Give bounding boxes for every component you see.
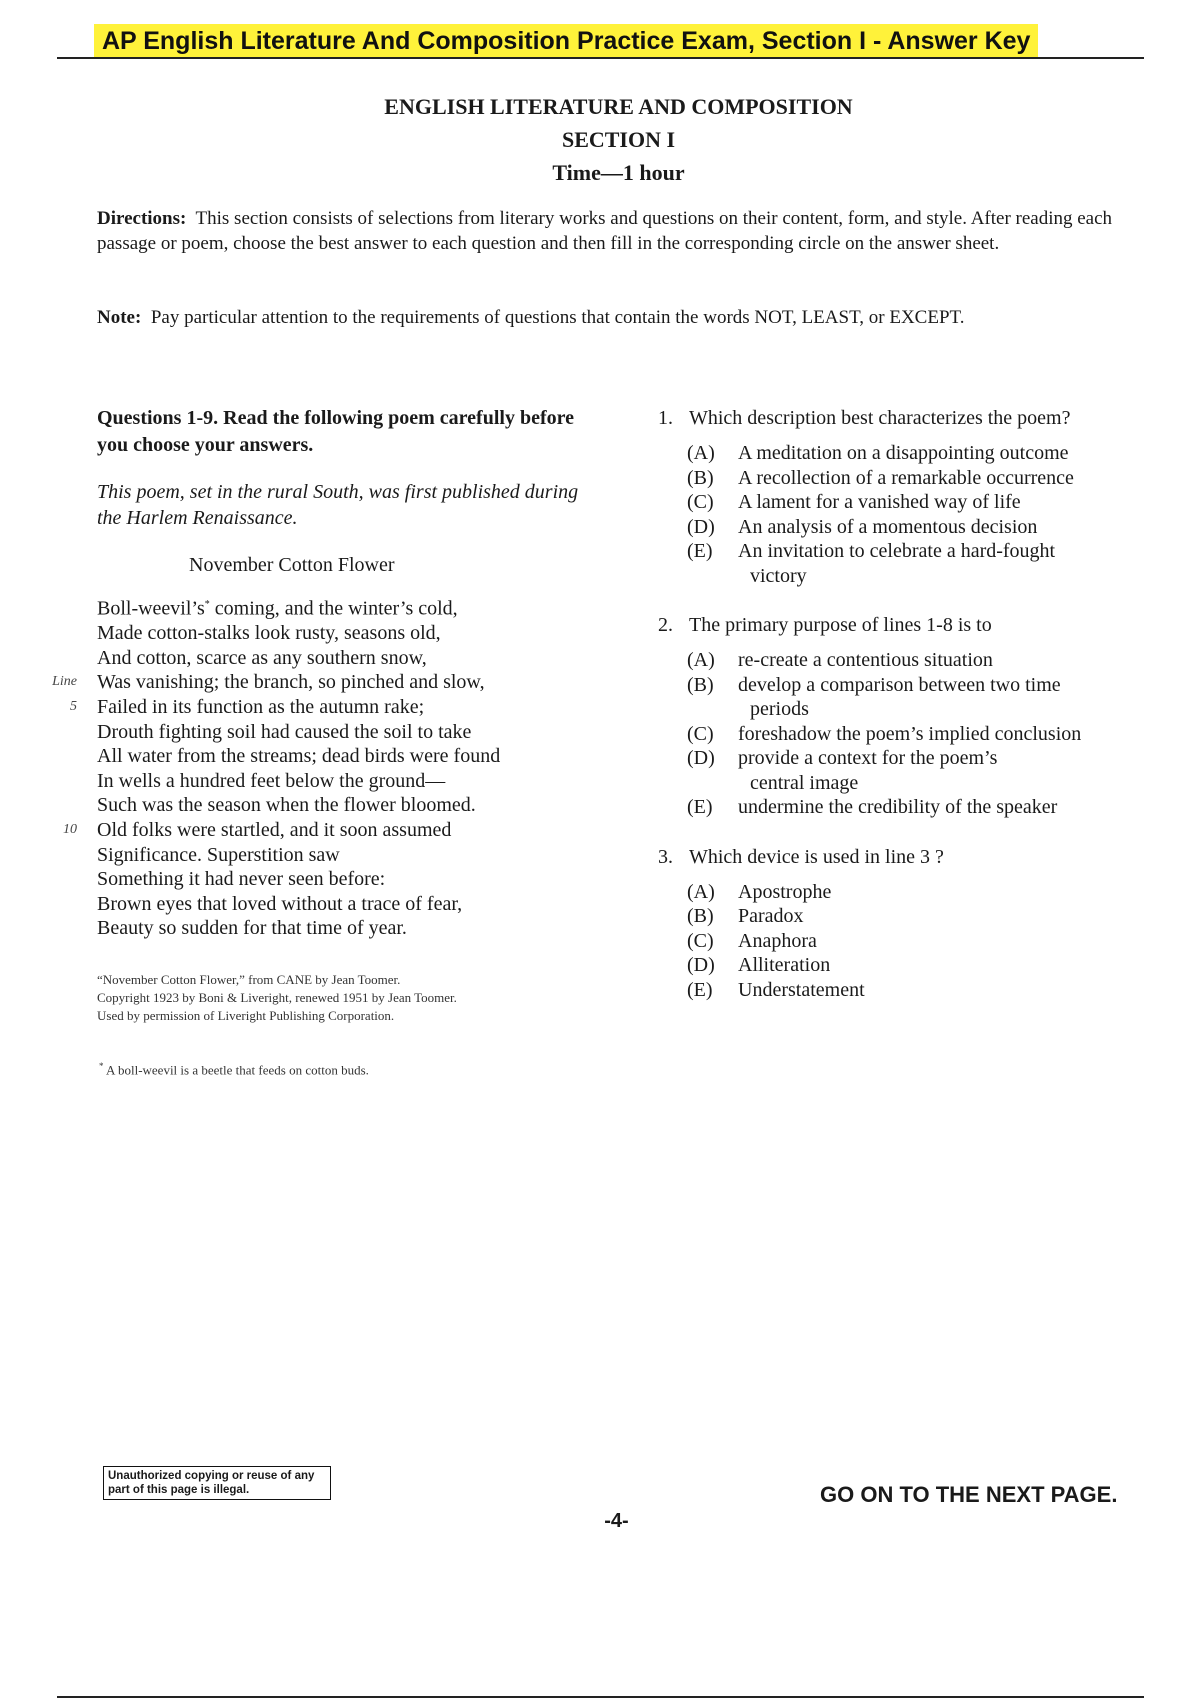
credit-line: Copyright 1923 by Boni & Liveright, renewed 1951 by Jean Toomer. bbox=[97, 989, 457, 1005]
note-label: Note: bbox=[97, 307, 142, 328]
option-letter: (A) bbox=[687, 649, 715, 671]
question-text: The primary purpose of lines 1-8 is to bbox=[689, 614, 992, 636]
note bbox=[97, 305, 1137, 330]
option-text-cont: central image bbox=[750, 771, 859, 794]
option-text: Anaphora bbox=[738, 929, 817, 952]
option-text: foreshadow the poem’s implied conclusion bbox=[738, 722, 1082, 745]
answer-option bbox=[655, 539, 1135, 588]
poem-line bbox=[97, 892, 587, 917]
passage-intro: This poem, set in the rural South, was first published during the Harlem Renaissance. bbox=[97, 481, 579, 529]
poem-line-text: In wells a hundred feet below the ground— bbox=[97, 769, 446, 792]
option-text: A lament for a vanished way of life bbox=[738, 491, 1021, 513]
note-text: Pay particular attention to the requirements of questions that contain the words NOT, LEAST, or EXCEPT. bbox=[150, 307, 965, 328]
poem-line bbox=[52, 670, 587, 695]
poem-line-text: Failed in its function as the autumn rake; bbox=[97, 696, 425, 719]
footnote-text: A boll-weevil is a beetle that feeds on cotton buds. bbox=[106, 1062, 369, 1078]
footnote-ref: * bbox=[204, 599, 210, 610]
option-text: provide a context for the poem’s bbox=[738, 747, 998, 769]
footnote bbox=[97, 1057, 587, 1079]
option-text: A meditation on a disappointing outcome bbox=[738, 442, 1069, 464]
poem-line-text: All water from the streams; dead birds were found bbox=[97, 745, 501, 768]
poem-line-text: Boll-weevil’s bbox=[97, 597, 205, 620]
poem-line-text: And cotton, scarce as any southern snow, bbox=[97, 646, 427, 669]
option-letter: (E) bbox=[687, 796, 713, 818]
answer-option bbox=[655, 515, 1135, 540]
question-number: 2. bbox=[658, 614, 673, 636]
poem-line-text: Made cotton-stalks look rusty, seasons old, bbox=[97, 622, 441, 645]
answer-option bbox=[655, 929, 1135, 954]
answer-option bbox=[655, 490, 1135, 515]
question-text: Which description best characterizes the poem? bbox=[689, 407, 1071, 429]
poem-line-text: Such was the season when the flower bloomed. bbox=[97, 794, 476, 817]
option-text: undermine the credibility of the speaker bbox=[738, 796, 1058, 818]
line-number: Line bbox=[52, 674, 77, 690]
poem-title: November Cotton Flower bbox=[189, 554, 395, 576]
option-letter: (A) bbox=[687, 442, 715, 464]
time-limit: Time—1 hour bbox=[552, 160, 685, 185]
exam-title: ENGLISH LITERATURE AND COMPOSITION bbox=[384, 94, 853, 119]
option-text: Apostrophe bbox=[738, 880, 832, 903]
option-text-cont: periods bbox=[750, 698, 809, 720]
poem-line bbox=[97, 769, 587, 794]
section-label: SECTION I bbox=[561, 127, 676, 152]
option-letter: (B) bbox=[687, 673, 714, 696]
answer-option bbox=[655, 904, 1135, 929]
option-text: An analysis of a momentous decision bbox=[738, 515, 1038, 538]
option-letter: (C) bbox=[687, 929, 714, 952]
poem-line bbox=[97, 593, 587, 621]
directions-label: Directions: bbox=[97, 208, 187, 229]
poem-line bbox=[97, 916, 587, 941]
option-letter: (A) bbox=[687, 880, 715, 903]
option-text: A recollection of a remarkable occurrence bbox=[738, 466, 1074, 489]
option-letter: (C) bbox=[687, 722, 714, 745]
option-letter: (D) bbox=[687, 515, 715, 538]
option-letter: (D) bbox=[687, 954, 715, 976]
page-number: -4- bbox=[604, 1510, 629, 1532]
poem-line-text: Old folks were startled, and it soon assumed bbox=[97, 819, 452, 841]
answer-option bbox=[655, 978, 1135, 1003]
option-text: Understatement bbox=[738, 978, 865, 1001]
poem-credit bbox=[97, 971, 587, 1025]
question-number: 1. bbox=[658, 407, 673, 429]
option-letter: (E) bbox=[687, 978, 713, 1001]
poem-line-text: Significance. Superstition saw bbox=[97, 843, 340, 866]
answer-option bbox=[655, 648, 1135, 673]
answer-option bbox=[655, 466, 1135, 491]
option-text-cont: victory bbox=[750, 564, 807, 587]
line-number: 5 bbox=[70, 699, 77, 715]
line-number: 10 bbox=[63, 822, 77, 837]
poem-line-text: Something it had never seen before: bbox=[97, 868, 386, 891]
answer-option bbox=[655, 722, 1135, 747]
poem-line bbox=[70, 695, 587, 720]
option-text: develop a comparison between two time bbox=[738, 673, 1061, 696]
option-text: Alliteration bbox=[738, 954, 831, 976]
answer-option bbox=[655, 953, 1135, 978]
answer-option bbox=[655, 746, 1135, 795]
option-text: re-create a contentious situation bbox=[738, 649, 993, 671]
poem-line-text: Beauty so sudden for that time of year. bbox=[97, 917, 407, 940]
poem bbox=[52, 593, 587, 941]
poem-line bbox=[97, 720, 587, 745]
passage-heading: Questions 1-9. Read the following poem carefully before you choose your answers. bbox=[97, 407, 575, 456]
questions-column bbox=[655, 405, 1135, 1026]
poem-line bbox=[97, 621, 587, 646]
option-letter: (E) bbox=[687, 540, 713, 562]
header-divider bbox=[57, 57, 1144, 59]
poem-line-text: Brown eyes that loved without a trace of fear, bbox=[97, 892, 463, 915]
option-letter: (B) bbox=[687, 905, 714, 927]
option-letter: (D) bbox=[687, 747, 715, 769]
option-letter: (C) bbox=[687, 491, 714, 513]
option-text: Paradox bbox=[738, 905, 804, 927]
question bbox=[655, 612, 1135, 820]
copyright-notice: Unauthorized copying or reuse of any part of this page is illegal. bbox=[103, 1466, 331, 1500]
directions-text: This section consists of selections from literary works and questions on their content, form, and style. After reading each passage or poem, choose the best answer to each question and then fill in the corresponding circle on the answer sheet. bbox=[97, 208, 1113, 254]
poem-line bbox=[97, 793, 587, 818]
poem-line-text-cont: coming, and the winter’s cold, bbox=[209, 597, 458, 620]
poem-line-text: Drouth fighting soil had caused the soil to take bbox=[97, 720, 472, 743]
passage-column bbox=[52, 405, 587, 1079]
question-stem bbox=[655, 844, 1135, 871]
question bbox=[655, 844, 1135, 1003]
next-page-label: GO ON TO THE NEXT PAGE. bbox=[820, 1482, 1118, 1507]
question-stem bbox=[655, 612, 1135, 639]
poem-line bbox=[97, 744, 587, 769]
answer-option bbox=[655, 441, 1135, 466]
answer-option bbox=[655, 673, 1135, 722]
directions bbox=[97, 206, 1137, 256]
section-title-block bbox=[0, 90, 1200, 189]
poem-line bbox=[97, 867, 587, 892]
question-number: 3. bbox=[658, 845, 673, 868]
question bbox=[655, 405, 1135, 588]
credit-line: Used by permission of Liveright Publishing Corporation. bbox=[97, 1007, 395, 1023]
question-stem bbox=[655, 405, 1135, 432]
answer-option bbox=[655, 880, 1135, 905]
poem-line bbox=[97, 646, 587, 671]
credit-line: “November Cotton Flower,” from CANE by Jean Toomer. bbox=[97, 971, 401, 987]
answer-option bbox=[655, 795, 1135, 820]
poem-line bbox=[63, 818, 587, 843]
option-letter: (B) bbox=[687, 466, 714, 489]
option-text: An invitation to celebrate a hard-fought bbox=[738, 540, 1056, 562]
footnote-marker: * bbox=[99, 1060, 104, 1071]
poem-line bbox=[97, 843, 587, 868]
poem-line-text: Was vanishing; the branch, so pinched and slow, bbox=[97, 671, 485, 694]
header-title: AP English Literature And Composition Practice Exam, Section I - Answer Key bbox=[94, 24, 1038, 58]
question-text: Which device is used in line 3 ? bbox=[689, 845, 944, 868]
footer-divider bbox=[57, 1696, 1144, 1698]
